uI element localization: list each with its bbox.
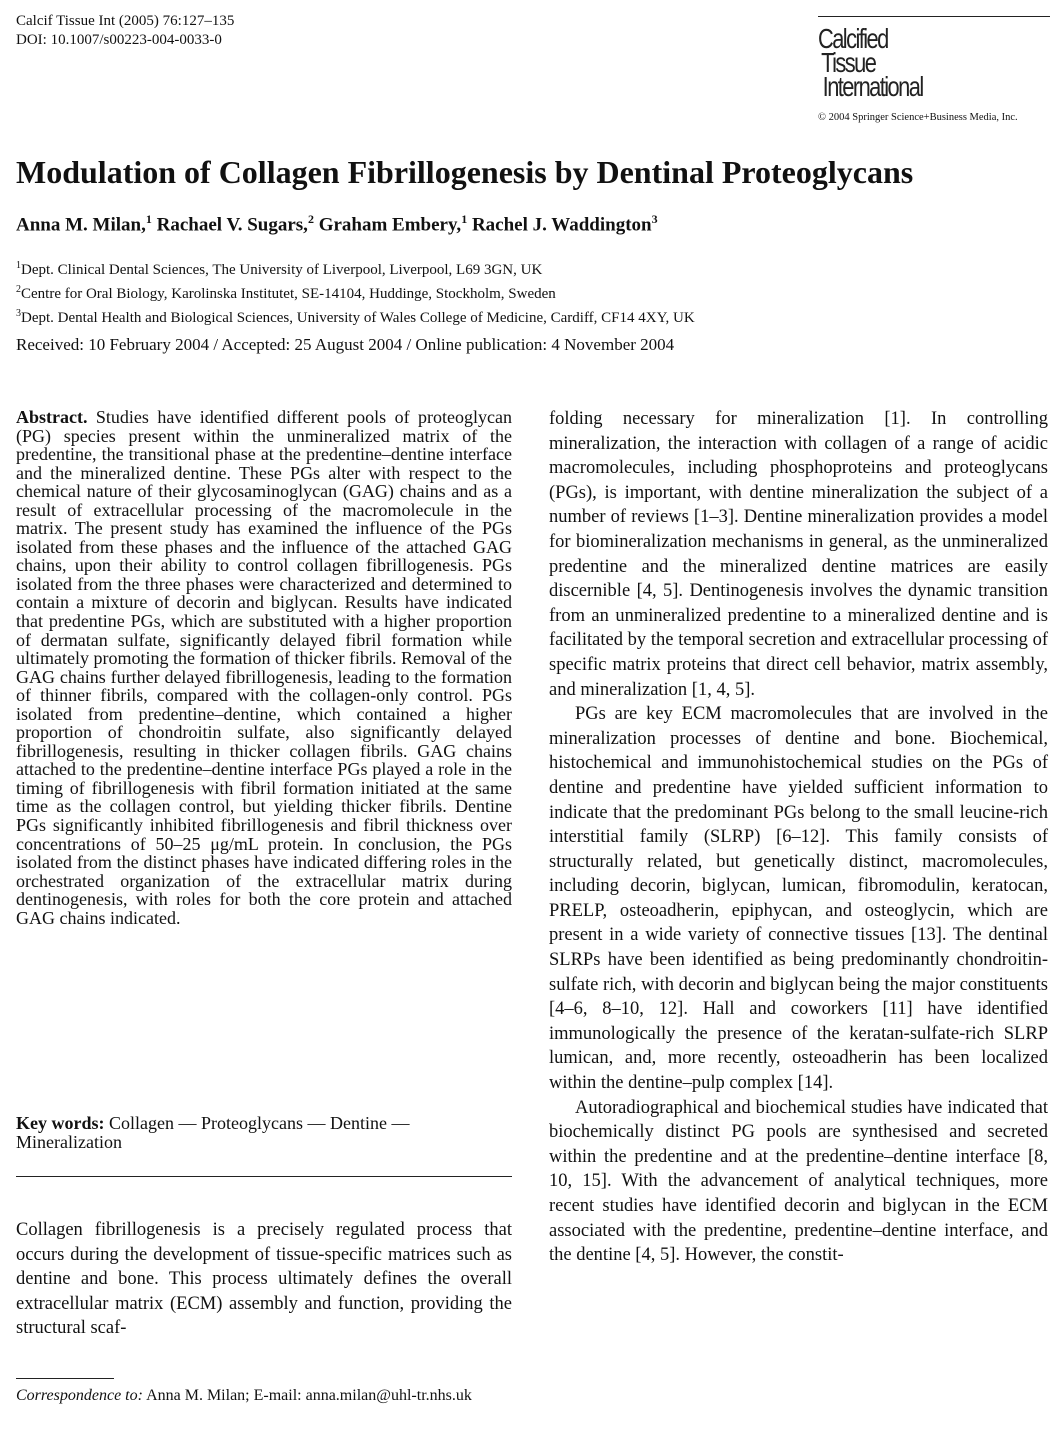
author-name: Rachael V. Sugars, <box>156 214 308 236</box>
keywords <box>16 1114 512 1152</box>
affiliation-mark: 3 <box>16 308 21 319</box>
author-list <box>16 212 658 236</box>
author-affiliation-mark: 2 <box>307 212 314 226</box>
affiliation-mark: 1 <box>16 260 21 271</box>
author-name: Anna M. Milan, <box>16 214 146 236</box>
copyright-notice: © 2004 Springer Science+Business Media, Inc. <box>818 112 1018 123</box>
journal-citation <box>16 12 234 50</box>
author-name: Rachel J. Waddington <box>471 214 652 236</box>
abstract-label: Abstract. <box>16 407 88 427</box>
correspondence-label: Correspondence to: <box>16 1387 143 1404</box>
body-paragraph: PGs are key ECM macromolecules that are involved in the mineralization processes of dentine and bone. Biochemical, histochemical and immunohistochemical studies on the PGs of dentine and predentine have yielded sufficient information to indicate that the predominant PGs belong to the small leucine-rich interstitial family (SLRP) [6–12]. This family consists of structurally related, but genetically distinct, macromolecules, including decorin, biglycan, lumican, fibromodulin, keratocan, PRELP, osteoadherin, epiphycan, and osteoglycin, which are present in a wide variety of connective tissues [13]. The dentinal SLRPs have been identified as being predominantly chondroitin-sulfate rich, with decorin and biglycan being the major constituents [4–6, 8–10, 12]. Hall and coworkers [11] have identified immunologically the presence of the keratan-sulfate-rich SLRP lumican, and, more recently, osteoadherin has been localized within the dentine–pulp complex [14]. <box>549 704 1048 1094</box>
intro-text: Collagen fibrillogenesis is a precisely regulated process that occurs during the development of tissue-specific matrices such as dentine and bone. This process ultimately defines the overall extracellular matrix (ECM) assembly and function, providing the structural scaf- <box>16 1220 512 1339</box>
logo-line: Tissue <box>821 47 876 78</box>
correspondence-footnote <box>16 1386 512 1405</box>
publication-dates: Received: 10 February 2004 / Accepted: 25 August 2004 / Online publication: 4 November 2004 <box>16 335 675 354</box>
correspondence-text: Anna M. Milan; E-mail: anna.milan@uhl-tr.nhs.uk <box>146 1387 472 1404</box>
affiliation-text: Dept. Clinical Dental Sciences, The University of Liverpool, Liverpool, L69 3GN, UK <box>21 262 543 278</box>
affiliation <box>16 280 695 304</box>
affiliation-mark: 2 <box>16 284 21 295</box>
abstract-text: Studies have identified different pools of proteoglycan (PG) species present within the unmineralized matrix of the predentine, the transitional phase at the predentine–dentine interface and the mineralized dentine. These PGs alter with respect to the chemical nature of their glycosaminoglycan (GAG) chains and as a result of extracellular processing of the macromolecule in the matrix. The present study has examined the influence of the PGs isolated from these phases and the influence of the attached GAG chains, upon their ability to control collagen fibrillogenesis. PGs isolated from the three phases were characterized and determined to contain a mixture of decorin and biglycan. Results have indicated that predentine PGs, which are substituted with a higher proportion of dermatan sulfate, significantly delayed fibril formation while ultimately promoting the formation of thicker fibrils. Removal of the GAG chains further delayed fibrillogenesis, leading to the formation of thinner fibrils, compared with the collagen-only control. PGs isolated from predentine–dentine, which contained a higher proportion of chondroitin sulfate, also significantly delayed fibrillogenesis, resulting in thicker collagen fibrils. GAG chains attached to the predentine–dentine interface PGs played a role in the timing of fibrillogenesis with fibril formation initiated at the same time as the collagen control, but yielding thicker fibrils. Dentine PGs significantly inhibited fibrillogenesis and fibril thickness over concentrations of 50–25 μg/mL protein. In conclusion, the PGs isolated from the distinct phases have indicated differing roles in the orchestrated organization of the extracellular matrix during dentinogenesis, with roles for both the core protein and attached GAG chains indicated. <box>16 407 512 928</box>
affiliation-text: Centre for Oral Biology, Karolinska Institutet, SE-14104, Huddinge, Stockholm, Sweden <box>21 286 556 302</box>
affiliation <box>16 256 695 280</box>
journal-logo-wordmark <box>818 23 923 102</box>
author-name: Graham Embery, <box>318 214 462 236</box>
body-paragraph: Autoradiographical and biochemical studies have indicated that biochemically distinct PG pools are synthesised and secreted within the predentine and at the predentine–dentine interface [8, 10, 15]. With the advancement of analytical techniques, more recent studies have identified decorin and biglycan in the ECM associated with the predentine, predentine–dentine interface, and the dentine [4, 5]. However, the constit- <box>549 1097 1048 1266</box>
body-paragraph: folding necessary for mineralization [1]. In controlling mineralization, the interaction with collagen of a range of acidic macromolecules, including phosphoproteins and proteoglycans (PGs), is important, with dentine mineralization the subject of a number of reviews [1–3]. Dentine mineralization provides a model for biomineralization mechanisms in general, as the unmineralized predentine and the mineralized dentine matrices are easily discernible [4, 5]. Dentinogenesis involves the dynamic transition from an unmineralized predentine to a mineralized dentine and is facilitated by the temporal secretion and extracellular processing of specific matrix proteins that direct cell behavior, matrix assembly, and mineralization [1, 4, 5]. <box>549 409 1048 700</box>
doi-line: DOI: 10.1007/s00223-004-0033-0 <box>16 32 222 48</box>
author-affiliation-mark: 1 <box>145 212 152 226</box>
logo-line: Calcified <box>818 23 888 54</box>
abstract <box>16 408 512 927</box>
article-title: Modulation of Collagen Fibrillogenesis by Dentinal Proteoglycans <box>16 154 914 190</box>
logo-line: International <box>822 71 923 102</box>
affiliation-list <box>16 256 695 328</box>
keywords-label: Key words: <box>16 1113 105 1133</box>
section-divider <box>16 1176 512 1177</box>
affiliation-text: Dept. Dental Health and Biological Sciences, University of Wales College of Medicine, Cardiff, CF14 4XY, UK <box>21 310 695 326</box>
footnote-divider <box>16 1378 114 1379</box>
affiliation <box>16 304 695 328</box>
introduction-paragraph <box>16 1218 512 1341</box>
author-affiliation-mark: 3 <box>651 212 658 226</box>
keywords-text: Collagen — Proteoglycans — Dentine — Mineralization <box>16 1113 410 1152</box>
journal-logo <box>818 16 1050 125</box>
author-affiliation-mark: 1 <box>461 212 468 226</box>
body-column-right <box>549 407 1048 1268</box>
citation-line: Calcif Tissue Int (2005) 76:127–135 <box>16 13 235 29</box>
